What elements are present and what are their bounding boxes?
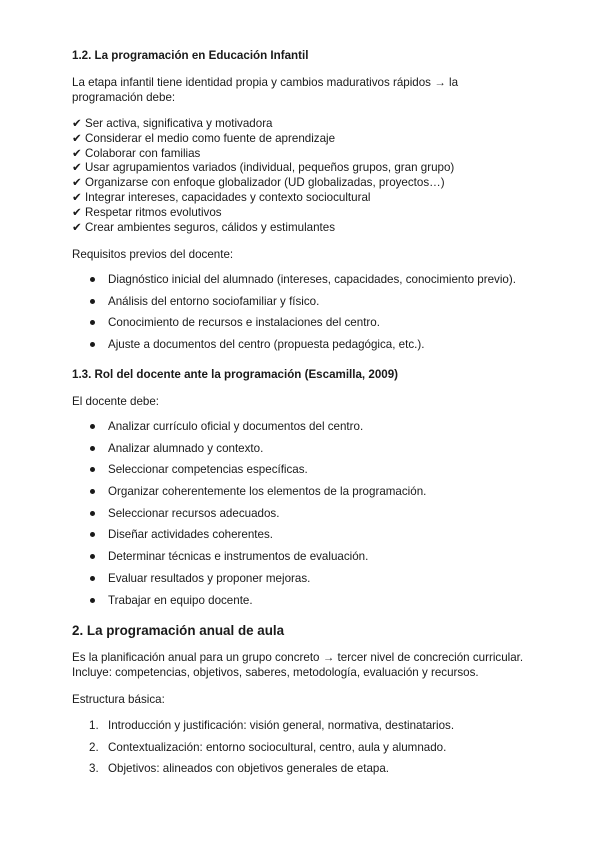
list-item: 1. Introducción y justificación: visión general, normativa, destinatarios. bbox=[89, 719, 455, 732]
checkmark-icon: ✔ bbox=[72, 220, 82, 234]
bullet-icon bbox=[90, 598, 95, 603]
checkmark-icon: ✔ bbox=[72, 131, 82, 145]
list-item: Trabajar en equipo docente. bbox=[90, 593, 560, 615]
check-item: ✔ Ser activa, significativa y motivadora bbox=[72, 117, 273, 130]
list-number: 2. bbox=[89, 740, 99, 754]
list-item: Analizar currículo oficial y documentos del centro. bbox=[90, 419, 560, 441]
list-item: 2. Contextualización: entorno sociocultural, centro, aula y alumnado. bbox=[89, 740, 447, 754]
list-item: Organizar coherentemente los elementos de la programación. bbox=[90, 484, 560, 506]
checkmark-icon: ✔ bbox=[72, 117, 82, 130]
bullet-icon bbox=[90, 424, 95, 429]
list-item: Diagnóstico inicial del alumnado (intereses, capacidades, conocimiento previo). bbox=[90, 272, 560, 294]
bullet-icon bbox=[90, 489, 95, 494]
requisitos-list bbox=[90, 272, 560, 359]
check-item: ✔ Respetar ritmos evolutivos bbox=[72, 205, 222, 219]
section-1-2-intro: La etapa infantil tiene identidad propia y cambios madurativos rápidos → la programación debe: bbox=[72, 76, 459, 104]
section-2-heading: 2. La programación anual de aula bbox=[72, 623, 285, 638]
bullet-icon bbox=[90, 320, 95, 325]
list-item: 3. Objetivos: alineados con objetivos generales de etapa. bbox=[89, 762, 390, 775]
list-number: 1. bbox=[89, 719, 99, 732]
check-item: ✔ Organizarse con enfoque globalizador (UD globalizadas, proyectos…) bbox=[72, 176, 445, 190]
bullet-icon bbox=[90, 532, 95, 537]
check-item: ✔ Integrar intereses, capacidades y contexto sociocultural bbox=[72, 190, 371, 204]
section-1-2-heading: 1.2. La programación en Educación Infantil bbox=[72, 49, 309, 62]
estructura-list bbox=[90, 718, 560, 783]
docente-list bbox=[90, 419, 560, 614]
checkmark-icon: ✔ bbox=[72, 161, 82, 175]
checkmark-icon: ✔ bbox=[72, 190, 82, 204]
section-1-3-intro: El docente debe: bbox=[72, 395, 160, 408]
bullet-icon bbox=[90, 299, 95, 304]
bullet-icon bbox=[90, 342, 95, 347]
checklist bbox=[72, 117, 454, 235]
bullet-icon bbox=[90, 467, 95, 472]
list-item: Análisis del entorno sociofamiliar y físico. bbox=[90, 294, 560, 316]
list-item: Diseñar actividades coherentes. bbox=[90, 527, 560, 549]
bullet-icon bbox=[90, 576, 95, 581]
bullet-icon bbox=[90, 277, 95, 282]
check-item: ✔ Considerar el medio como fuente de aprendizaje bbox=[72, 131, 336, 145]
list-item: Ajuste a documentos del centro (propuesta pedagógica, etc.). bbox=[90, 337, 560, 359]
section-2-intro-line-2: Incluye: competencias, objetivos, saberes, metodología, evaluación y recursos. bbox=[72, 666, 479, 679]
list-item: Determinar técnicas e instrumentos de evaluación. bbox=[90, 549, 560, 571]
list-item: Conocimiento de recursos e instalaciones del centro. bbox=[90, 315, 560, 337]
check-item: ✔ Colaborar con familias bbox=[72, 146, 201, 160]
check-item: ✔ Usar agrupamientos variados (individual, pequeños grupos, gran grupo) bbox=[72, 161, 455, 175]
checkmark-icon: ✔ bbox=[72, 146, 82, 160]
bullet-icon bbox=[90, 511, 95, 516]
requisitos-label: Requisitos previos del docente: bbox=[72, 248, 234, 261]
list-number: 3. bbox=[89, 762, 99, 775]
estructura-label: Estructura básica: bbox=[72, 693, 165, 706]
list-item: Seleccionar recursos adecuados. bbox=[90, 506, 560, 528]
list-item: Seleccionar competencias específicas. bbox=[90, 462, 560, 484]
bullet-icon bbox=[90, 446, 95, 451]
checkmark-icon: ✔ bbox=[72, 176, 82, 190]
checkmark-icon: ✔ bbox=[72, 205, 82, 219]
check-item: ✔ Crear ambientes seguros, cálidos y estimulantes bbox=[72, 220, 336, 234]
section-1-3-heading: 1.3. Rol del docente ante la programación (Escamilla, 2009) bbox=[72, 368, 399, 381]
section-2-intro-line-1: Es la planificación anual para un grupo concreto → tercer nivel de concreción curricular. bbox=[72, 651, 524, 664]
bullet-icon bbox=[90, 554, 95, 559]
list-item: Evaluar resultados y proponer mejoras. bbox=[90, 571, 560, 593]
list-item: Analizar alumnado y contexto. bbox=[90, 441, 560, 463]
